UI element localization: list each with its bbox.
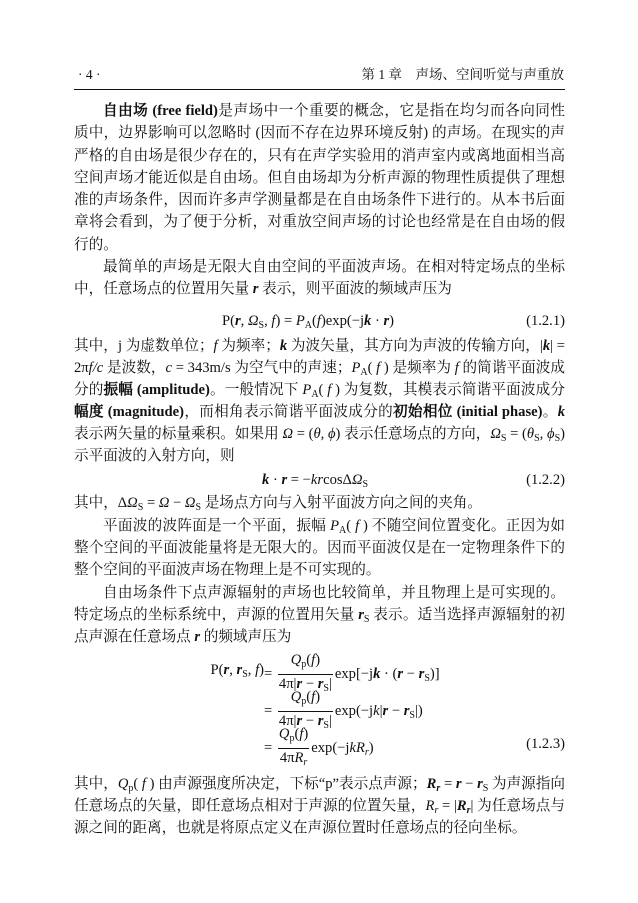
text-run: ( bbox=[294, 726, 300, 742]
text-run: ) 由声源强度所决定，下标“p”表示点声源； bbox=[145, 776, 427, 792]
math-symbol: S bbox=[323, 683, 329, 694]
text-line bbox=[74, 357, 565, 379]
math-symbol: Ω bbox=[282, 426, 294, 442]
math-symbol: R bbox=[456, 798, 467, 814]
text-run: 自由场条件下点声源辐射的声场也比较简单，并且物理上是可实现的。 bbox=[103, 585, 565, 601]
math-symbol: f bbox=[311, 689, 316, 705]
math-symbol: S bbox=[534, 433, 540, 444]
math-symbol: Ω bbox=[247, 313, 259, 329]
text-run: | 为任意场点与 bbox=[470, 798, 565, 814]
math-symbol: f bbox=[271, 313, 276, 329]
equation-number: (1.2.1) bbox=[526, 313, 565, 329]
math-symbol: k bbox=[373, 702, 380, 719]
text-run: )] bbox=[429, 665, 440, 682]
math-symbol: P bbox=[295, 313, 305, 329]
text-run: , bbox=[264, 313, 272, 329]
text-line bbox=[74, 795, 565, 817]
math-symbol: r bbox=[234, 313, 241, 329]
text-run: ( bbox=[367, 360, 377, 376]
text-line bbox=[74, 626, 565, 648]
math-symbol: θ, ϕ bbox=[313, 426, 336, 442]
math-symbol: S bbox=[409, 709, 415, 721]
math-symbol: Q bbox=[117, 776, 129, 792]
text-line bbox=[103, 256, 565, 278]
math-symbol: p bbox=[301, 659, 307, 670]
math-symbol: r bbox=[382, 702, 389, 719]
text-run: = bbox=[440, 776, 456, 792]
text-line bbox=[74, 167, 565, 189]
math-symbol: R bbox=[425, 798, 435, 814]
text-run: 质中，边界影响可以忽略时 (因而不存在边界环境反射) 的声场。在现实的声 bbox=[74, 125, 565, 141]
text-line bbox=[74, 278, 565, 300]
math-symbol: P bbox=[302, 382, 312, 398]
text-line bbox=[74, 335, 565, 357]
math-symbol: f bbox=[316, 313, 321, 329]
math-symbol: S bbox=[137, 502, 144, 513]
equation-lhs bbox=[211, 659, 264, 686]
text-line bbox=[74, 773, 565, 795]
math-symbol: r bbox=[194, 629, 201, 645]
math-symbol: R bbox=[294, 750, 304, 766]
bold-term: 自由场 (free field) bbox=[103, 103, 218, 119]
math-symbol: S bbox=[482, 783, 489, 794]
text-run: 整个空间的平面波声场在物理上是不可实现的。 bbox=[74, 562, 381, 578]
math-symbol: f/c bbox=[88, 360, 104, 376]
bold-term: 初始相位 (initial phase) bbox=[393, 404, 543, 420]
text-line bbox=[74, 537, 565, 559]
text-run: 4π| bbox=[278, 676, 297, 692]
math-symbol: f bbox=[255, 662, 260, 678]
text-run: 行的。 bbox=[74, 237, 118, 253]
text-run: ) bbox=[560, 426, 565, 442]
text-run: 任意场点的矢量，即任意场点相对于声源的位置矢量， bbox=[74, 798, 426, 814]
text-run: 表示，则平面波的频域声压为 bbox=[258, 281, 452, 297]
text-run: 为频率； bbox=[217, 338, 280, 354]
math-symbol: r bbox=[252, 281, 259, 297]
text-line bbox=[74, 122, 565, 144]
text-run: , bbox=[229, 662, 237, 678]
math-symbol: R bbox=[355, 739, 365, 756]
math-symbol: k bbox=[557, 404, 565, 420]
text-line bbox=[74, 189, 565, 211]
text-run: |) bbox=[414, 702, 423, 719]
text-run: ) 是频率为 bbox=[380, 360, 455, 376]
text-run: cosΔ bbox=[323, 472, 352, 488]
numerator bbox=[278, 651, 333, 675]
math-symbol: k bbox=[373, 665, 381, 682]
text-run: 是波数， bbox=[103, 360, 166, 376]
fraction bbox=[278, 725, 309, 772]
text-line bbox=[74, 445, 565, 467]
text-run: exp(−j bbox=[334, 702, 374, 719]
math-symbol: r bbox=[317, 676, 324, 692]
numerator bbox=[278, 725, 309, 749]
text-run: 源之间的距离，也就是将原点定义在声源位置时任意场点的径向坐标。 bbox=[74, 820, 527, 836]
text-run: ( bbox=[346, 518, 356, 534]
text-line bbox=[74, 817, 565, 839]
text-run: , bbox=[539, 426, 547, 442]
math-symbol: A bbox=[339, 525, 347, 536]
text-run: ( bbox=[133, 776, 142, 792]
text-run: − bbox=[169, 495, 185, 511]
text-run: = ( bbox=[506, 426, 527, 442]
math-symbol: r bbox=[296, 713, 303, 729]
text-run: 特定场点的坐标系统中，声源的位置用矢量 bbox=[74, 607, 359, 623]
text-run: = − bbox=[287, 472, 311, 488]
text-run: 表示两矢量的标量乘积。如果用 bbox=[74, 426, 283, 442]
math-symbol: Ω bbox=[490, 426, 501, 442]
text-run: − bbox=[302, 676, 318, 692]
text-run: 是场点方向与入射平面波方向之间的夹角。 bbox=[201, 495, 482, 511]
text-line bbox=[103, 582, 565, 604]
math-symbol: r bbox=[364, 746, 369, 758]
math-symbol: P bbox=[330, 518, 340, 534]
math-symbol: f bbox=[213, 338, 218, 354]
text-run: − bbox=[461, 776, 478, 792]
math-symbol: f bbox=[299, 726, 304, 742]
text-run: ) 为复数，其模表示简谐平面波成分 bbox=[335, 382, 565, 398]
text-run: − bbox=[302, 713, 318, 729]
text-run: | bbox=[328, 676, 332, 692]
text-line bbox=[103, 100, 565, 122]
text-run: · ( bbox=[380, 665, 398, 682]
math-symbol: kr bbox=[310, 472, 324, 488]
math-symbol: p bbox=[128, 783, 134, 794]
text-run: 空间声场才能近似是自由场。但自由场却为分析声源的物理性质提供了理想 bbox=[74, 170, 565, 186]
numerator bbox=[278, 688, 333, 712]
text-run: ) bbox=[368, 739, 374, 756]
text-run: 2π bbox=[74, 360, 89, 376]
math-symbol: S bbox=[363, 614, 370, 625]
text-run: ( bbox=[306, 689, 312, 705]
bold-term: 幅度 (magnitude) bbox=[74, 404, 184, 420]
math-symbol: Ω bbox=[351, 472, 363, 488]
text-run: ) bbox=[259, 662, 264, 678]
math-symbol: R bbox=[426, 776, 437, 792]
math-symbol: Q bbox=[290, 652, 302, 668]
text-run: ) = bbox=[275, 313, 296, 329]
text-line bbox=[74, 604, 565, 626]
math-symbol: k bbox=[542, 338, 551, 354]
math-symbol: r bbox=[281, 472, 288, 488]
math-symbol: θ bbox=[526, 426, 535, 442]
text-run: · bbox=[269, 472, 282, 488]
text-run: )exp(−j bbox=[320, 313, 365, 329]
equation-1-2-2 bbox=[262, 468, 368, 492]
page-number: · 4 · bbox=[78, 67, 101, 82]
math-symbol: r bbox=[403, 702, 410, 719]
text-line bbox=[74, 401, 565, 423]
math-symbol: r bbox=[455, 776, 462, 792]
text-run: ) 表示任意场点的方向， bbox=[335, 426, 491, 442]
text-run: · bbox=[371, 313, 384, 329]
text-line bbox=[74, 234, 565, 256]
math-symbol: ϕ bbox=[547, 426, 555, 442]
text-run: ) bbox=[303, 726, 309, 742]
text-run: 其中，Δ bbox=[74, 495, 128, 511]
math-symbol: A bbox=[360, 367, 368, 378]
text-line bbox=[74, 423, 565, 445]
math-symbol: Ω bbox=[127, 495, 138, 511]
text-run: = bbox=[143, 495, 159, 511]
math-symbol: f bbox=[141, 776, 146, 792]
math-symbol: r bbox=[303, 757, 308, 768]
text-run: = | bbox=[438, 798, 457, 814]
text-run: ) bbox=[315, 689, 321, 705]
math-symbol: f bbox=[355, 518, 360, 534]
text-run: 4π| bbox=[278, 713, 297, 729]
math-symbol: A bbox=[304, 320, 312, 331]
text-run: , bbox=[240, 313, 248, 329]
text-run: = bbox=[264, 665, 276, 682]
math-symbol: r bbox=[477, 776, 483, 792]
math-symbol: k bbox=[279, 338, 288, 354]
math-symbol: r bbox=[434, 805, 439, 816]
text-run: 为声源指向 bbox=[488, 776, 565, 792]
header-rule bbox=[74, 89, 565, 90]
chapter-title: 第 1 章 声场、空间听觉与声重放 bbox=[361, 67, 564, 82]
text-run: 章将会看到，为了便于分析，对重放空间声场的讨论也经常是在自由场的假 bbox=[74, 214, 565, 230]
text-run: 点声源在任意场点 bbox=[74, 629, 195, 645]
text-run: = 343m/s 为空气中的声速； bbox=[172, 360, 352, 376]
math-symbol: Q bbox=[290, 689, 302, 705]
math-symbol: f bbox=[376, 360, 381, 376]
text-run: | bbox=[328, 713, 332, 729]
text-run: − bbox=[388, 702, 404, 719]
text-run: 最简单的声场是无限大自由空间的平面波声场。在相对特定场点的坐标 bbox=[103, 259, 565, 275]
math-symbol: r bbox=[358, 607, 364, 623]
math-symbol: r bbox=[383, 313, 390, 329]
math-symbol: f bbox=[454, 360, 459, 376]
text-run: = bbox=[264, 702, 276, 719]
math-symbol: S bbox=[242, 669, 248, 680]
text-line bbox=[74, 211, 565, 233]
math-symbol: p bbox=[301, 696, 307, 707]
math-symbol: r bbox=[397, 665, 404, 682]
bold-term: 振幅 (amplitude) bbox=[103, 382, 210, 398]
text-run: ，而相角表示简谐平面波成分的 bbox=[184, 404, 394, 420]
text-line bbox=[74, 559, 565, 581]
math-symbol: P bbox=[351, 360, 361, 376]
text-run: | bbox=[379, 702, 383, 719]
text-run: 其中， bbox=[74, 776, 118, 792]
text-run: 其中，j 为虚数单位； bbox=[74, 338, 214, 354]
text-run: − bbox=[403, 665, 419, 682]
math-symbol: S bbox=[362, 479, 369, 490]
math-symbol: Ω bbox=[184, 495, 196, 511]
math-symbol: S bbox=[554, 433, 561, 444]
denominator bbox=[278, 749, 309, 772]
text-run: ( bbox=[318, 382, 328, 398]
math-symbol: c bbox=[165, 360, 173, 376]
text-run: 平面波的波阵面是一个平面，振幅 bbox=[103, 518, 331, 534]
text-run: ) bbox=[315, 652, 321, 668]
math-symbol: r bbox=[223, 662, 230, 678]
text-run: ( bbox=[312, 313, 317, 329]
text-run: = ( bbox=[293, 426, 314, 442]
text-run: 分的 bbox=[74, 382, 104, 398]
math-symbol: S bbox=[195, 502, 202, 513]
text-run: 整个空间的平面波能量将是无限大的。因而平面波仅是在一定物理条件下的 bbox=[74, 540, 565, 556]
text-run: 4π bbox=[279, 750, 295, 766]
text-run: ) bbox=[389, 313, 395, 329]
text-run: 示平面波的入射方向，则 bbox=[74, 448, 235, 464]
equation-number: (1.2.3) bbox=[526, 736, 565, 752]
text-run: P( bbox=[222, 313, 235, 329]
math-symbol: r bbox=[466, 805, 471, 816]
text-line bbox=[103, 515, 565, 537]
math-symbol: k bbox=[349, 739, 356, 756]
text-run: = bbox=[264, 739, 276, 756]
equation-rhs bbox=[264, 725, 374, 772]
math-symbol: A bbox=[311, 389, 319, 400]
text-run: 严格的自由场是很少存在的，只有在声学实验用的消声室内或离地面相当高 bbox=[74, 148, 565, 164]
text-run: 为波矢量，其方向为声波的传输方向，| bbox=[287, 338, 543, 354]
text-run: ( bbox=[306, 652, 312, 668]
math-symbol: f bbox=[311, 652, 316, 668]
math-symbol: Q bbox=[278, 726, 290, 742]
math-symbol: Ω bbox=[158, 495, 170, 511]
math-symbol: S bbox=[500, 433, 507, 444]
text-run: 是声场中一个重要的概念，它是指在均匀而各向同性 bbox=[217, 103, 565, 119]
text-run: ) 不随空间位置变化。正因为如 bbox=[363, 518, 565, 534]
math-symbol: r bbox=[436, 783, 441, 794]
math-symbol: S bbox=[323, 720, 329, 731]
text-run: 中，任意场点的位置用矢量 bbox=[74, 281, 253, 297]
equation-number: (1.2.2) bbox=[526, 472, 565, 488]
text-run: 。一般情况下 bbox=[209, 382, 303, 398]
text-run: P( bbox=[210, 662, 224, 678]
text-run: | = bbox=[550, 338, 565, 354]
math-symbol: f bbox=[327, 382, 332, 398]
math-symbol: p bbox=[289, 733, 295, 744]
text-run: exp[−j bbox=[334, 665, 374, 682]
math-symbol: r bbox=[418, 665, 425, 682]
text-run: 。 bbox=[542, 404, 558, 420]
math-symbol: r bbox=[296, 676, 303, 692]
text-run: exp(−j bbox=[311, 739, 350, 756]
text-run: , bbox=[247, 662, 256, 678]
text-line bbox=[74, 379, 565, 401]
math-symbol: r bbox=[317, 713, 324, 729]
math-symbol: S bbox=[424, 672, 430, 684]
text-line bbox=[74, 492, 565, 514]
math-symbol: k bbox=[262, 472, 270, 488]
text-line bbox=[74, 145, 565, 167]
text-run: 准的声场条件，因而许多声学测量都是在自由场条件下进行的。从本书后面 bbox=[74, 192, 565, 208]
equation-1-2-1 bbox=[222, 309, 394, 333]
math-symbol: S bbox=[258, 320, 265, 331]
text-run: 表示。适当选择声源辐射的初 bbox=[373, 607, 565, 623]
text-run: 的简谐平面波成 bbox=[458, 360, 565, 376]
math-symbol: r bbox=[236, 662, 243, 678]
math-symbol: k bbox=[364, 313, 372, 329]
text-run: 的频域声压为 bbox=[200, 629, 292, 645]
